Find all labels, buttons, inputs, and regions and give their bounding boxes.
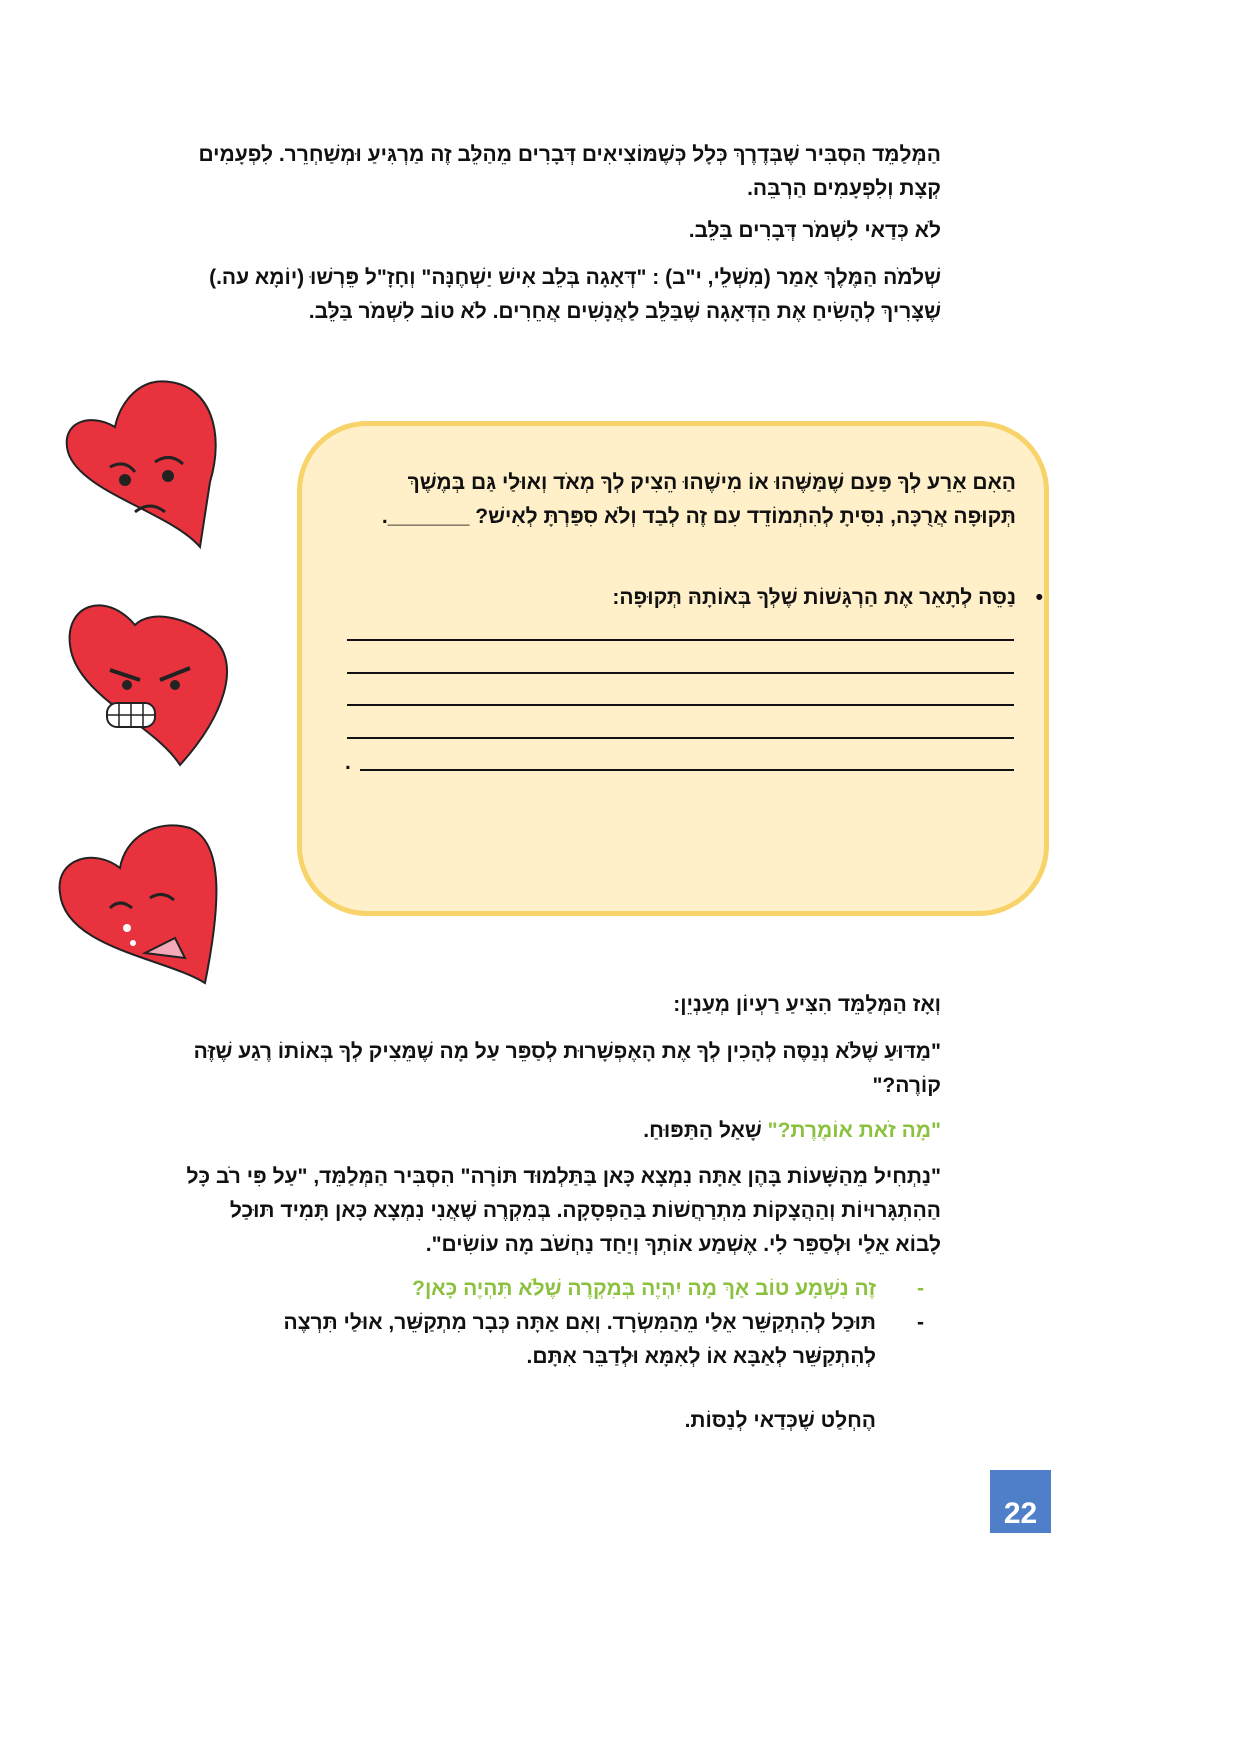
page-number: 22 <box>990 1470 1051 1533</box>
answer-line-5[interactable] <box>360 769 1014 771</box>
dialogue-list <box>201 1272 924 1374</box>
dash-mark: - <box>917 1311 924 1334</box>
dialogue-item <box>201 1272 924 1306</box>
box-bullet-text: נַסֵּה לְתָאֵר אֶת הַרְגָּשׁוֹת שֶׁלְּךָ בְּאוֹתָהּ תְּקוּפָה: <box>612 586 1016 609</box>
crying-heart-icon <box>55 818 225 988</box>
dialogue-text: זֶה נִשְׁמָע טוֹב אַךְ מָה יִהְיֶה בְּמִקְרֶה שֶׁלֹּא תִּהְיֶה כָּאן? <box>412 1277 876 1300</box>
intro-paragraph-2: לֹא כְּדַאי לִשְׁמֹר דְּבָרִים בַּלֵּב. <box>688 219 941 242</box>
answer-line-3[interactable] <box>347 704 1014 706</box>
box-question: הַאִם אֵרַע לְךָ פַּעַם שֶׁמַּשֶּׁהוּ אוֹ מִישֶׁהוּ הֵצִיק לְךָ מְאֹד וְאוּלַי גַּם בְּמֶשֶׁךְ תְּקוּפָה אֲרֻכָּה, נִסִּיתָ לְהִתְמוֹדֵד עִם זֶה לְבַד וְלֹא סִפַּרְתָּ לְאִישׁ? _______. <box>381 471 1016 528</box>
angry-heart-icon <box>65 585 235 770</box>
said-apple: שָׁאַל הַתַּפּוּחַ. <box>643 1119 768 1142</box>
worried-heart-icon <box>60 372 225 552</box>
quoted-question: "מָה זֹאת אוֹמֶרֶת?" <box>767 1119 941 1142</box>
dialogue-item <box>201 1306 924 1374</box>
story-paragraph-3 <box>181 1114 941 1148</box>
box-bullet-item <box>376 581 1043 615</box>
intro-paragraph-3: שְׁלֹמֹה הַמֶּלֶךְ אָמַר (מִשְׁלֵי, י"ב) : "דְּאָגָה בְּלֵב אִישׁ יַשְׁחֶנָּה" וְחָזָ"ל פֵּרְשׁוּ (יוֹמָא עה.) שֶׁצָּרִיךְ לְהָשִׂיחַ אֶת הַדְּאָגָה שֶׁבַּלֵּב לַאֲנָשִׁים אֲחֵרִים. לֹא טוֹב לִשְׁמֹר בַּלֵּב. <box>209 266 941 323</box>
answer-line-4[interactable] <box>347 737 1014 739</box>
answer-end-period: . <box>345 751 351 774</box>
intro-paragraph-1: הַמְּלַמֵּד הִסְבִּיר שֶׁבְּדֶרֶךְ כְּלָל כְּשֶׁמּוֹצִיאִים דְּבָרִים מֵהַלֵּב זֶה מַרְגִּיעַ וּמְשַׁחְרֵר. לִפְעָמִים קְצָת וְלִפְעָמִים הַרְבֵּה. <box>198 143 941 200</box>
dialogue-text: תּוּכַל לְהִתְקַשֵּׁר אֵלַי מֵהַמִּשְׂרָד. וְאִם אַתָּה כְּבָר מִתְקַשֵּׁר, אוּלַי תִּרְצֶה לְהִתְקַשֵּׁר לְאַבָּא אוֹ לְאִמָּא וּלְדַבֵּר אִתָּם. <box>283 1311 876 1368</box>
story-paragraph-1: וְאָז הַמְּלַמֵּד הִצִּיעַ רַעְיוֹן מְעַנְיֵן: <box>673 993 941 1016</box>
story-paragraph-5: הֶחְלַט שֶׁכְּדַאי לְנַסּוֹת. <box>684 1409 876 1432</box>
answer-line-1[interactable] <box>347 639 1014 641</box>
answer-line-2[interactable] <box>347 672 1014 674</box>
story-paragraph-2: "מַדּוּעַ שֶׁלֹּא נְנַסֶּה לְהָכִין לְךָ אֶת הָאֶפְשָׁרוּת לְסַפֵּר עַל מָה שֶׁמֵּצִיק לְךָ בְּאוֹתוֹ רֶגַע שֶׁזֶּה קוֹרֶה?" <box>193 1040 941 1097</box>
dash-mark: - <box>917 1277 924 1300</box>
story-paragraph-4: "נַתְחִיל מֵהַשָּׁעוֹת בָּהֶן אַתָּה נִמְצָא כָּאן בַּתַּלְמוּד תּוֹרָה" הִסְבִּיר הַמְּלַמֵּד, "עַל פִּי רֹב כָּל הַהִתְגָּרוּיוֹת וְהַהֲצָקוֹת מִתְרַחֲשׁוֹת בַּהַפְסָקָה. בְּמִקְרֶה שֶׁאֲנִי נִמְצָא כָּאן תָּמִיד תּוּכַל לָבוֹא אֵלַי וּלְסַפֵּר לִי. אֶשְׁמַע אוֹתְךָ וְיַחַד נַחְשֹׁב מָה עוֹשִׂים". <box>186 1165 941 1256</box>
bullet-mark: • <box>1035 586 1043 609</box>
